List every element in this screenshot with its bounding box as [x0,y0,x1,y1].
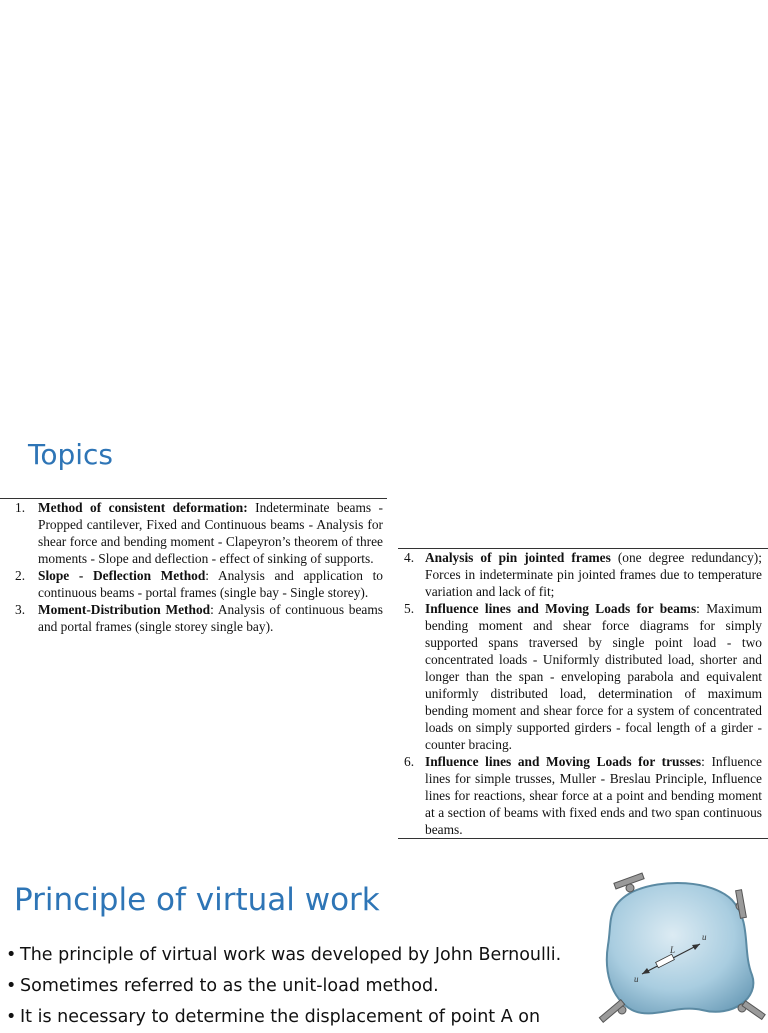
topic-title: Method of consistent deformation [38,500,244,515]
section-heading-virtual-work: Principle of virtual work [14,882,380,918]
topics-list-right [398,548,768,839]
topic-item [398,549,768,600]
topic-text: Influence lines for simple trusses, Muller - Breslau Principle, Influence lines for reactions, shear force at a point and bending moment at a section of beams with fixed ends and two span continuous beams. [425,754,763,837]
topic-title: Moment-Distribution Method [38,602,211,617]
support-bottom-left [599,1000,626,1023]
topic-text: Maximum bending moment and shear force diagrams for simply supported spans traversed by single point load - two concentrated loads - Uniformly distributed load, shorter and longer than the span - enveloping parabola and equivalent uniformly distributed load, determination of maximum bending moment and shear force for a system of concentrated loads on simply supported girders - focal length of a girder - counter bracing. [425,601,762,752]
topic-item [398,600,768,753]
length-label: L [670,945,676,955]
deformable-body-figure [592,870,768,1024]
topics-heading: Topics [28,438,114,471]
topic-item [398,753,768,838]
topic-text: (one degree redundancy); Forces in indeterminate pin jointed frames due to temperature variation and lack of fit; [425,550,762,599]
u-label-top: u [702,932,707,942]
topic-separator: : [696,601,700,616]
topic-number: 4. [404,550,415,565]
topic-number: 3. [15,602,26,617]
bullet-text: Sometimes referred to as the unit-load method. [20,976,439,996]
bullet-mark: • [6,976,17,996]
topic-number: 6. [404,754,415,769]
topics-list-left [0,498,387,635]
topic-separator: : [205,568,210,583]
topic-number: 2. [15,568,26,583]
topic-number: 5. [404,601,415,616]
topic-item [0,567,387,601]
bullet-mark: • [6,1007,17,1027]
topic-separator: : [243,500,248,515]
bullet-text: It is necessary to determine the displacement of point A on [20,1007,541,1027]
bullet-text: The principle of virtual work was developed by John Bernoulli. [20,945,562,965]
topic-title: Analysis of pin jointed frames [425,550,611,565]
topic-separator: : [701,754,705,769]
topic-number: 1. [15,500,26,515]
deformable-body [607,883,754,1013]
bullet-item [6,971,596,1002]
topic-separator: : [210,602,214,617]
bullet-list [6,940,596,1033]
topic-item [0,499,387,567]
topic-text: Analysis and application to continuous beams - portal frames (single bay - Single storey). [38,568,383,600]
topic-item [0,601,387,635]
topic-text: Analysis of continuous beams and portal frames (single storey single bay). [38,602,384,634]
topic-title: Influence lines and Moving Loads for beams [425,601,697,616]
support-bottom-right [738,1001,765,1020]
topic-title: Influence lines and Moving Loads for trusses [425,754,702,769]
topic-title: Slope - Deflection Method [38,568,206,583]
bullet-mark: • [6,945,17,965]
bullet-item [6,940,596,971]
topic-text: Indeterminate beams - Propped cantilever, Fixed and Continuous beams - Analysis for shear force and bending moment - Clapeyron’s theorem of three moments - Slope and deflection - effect of sinking of supports. [38,500,383,566]
u-label-left: u [634,974,639,984]
bullet-item [6,1002,596,1033]
